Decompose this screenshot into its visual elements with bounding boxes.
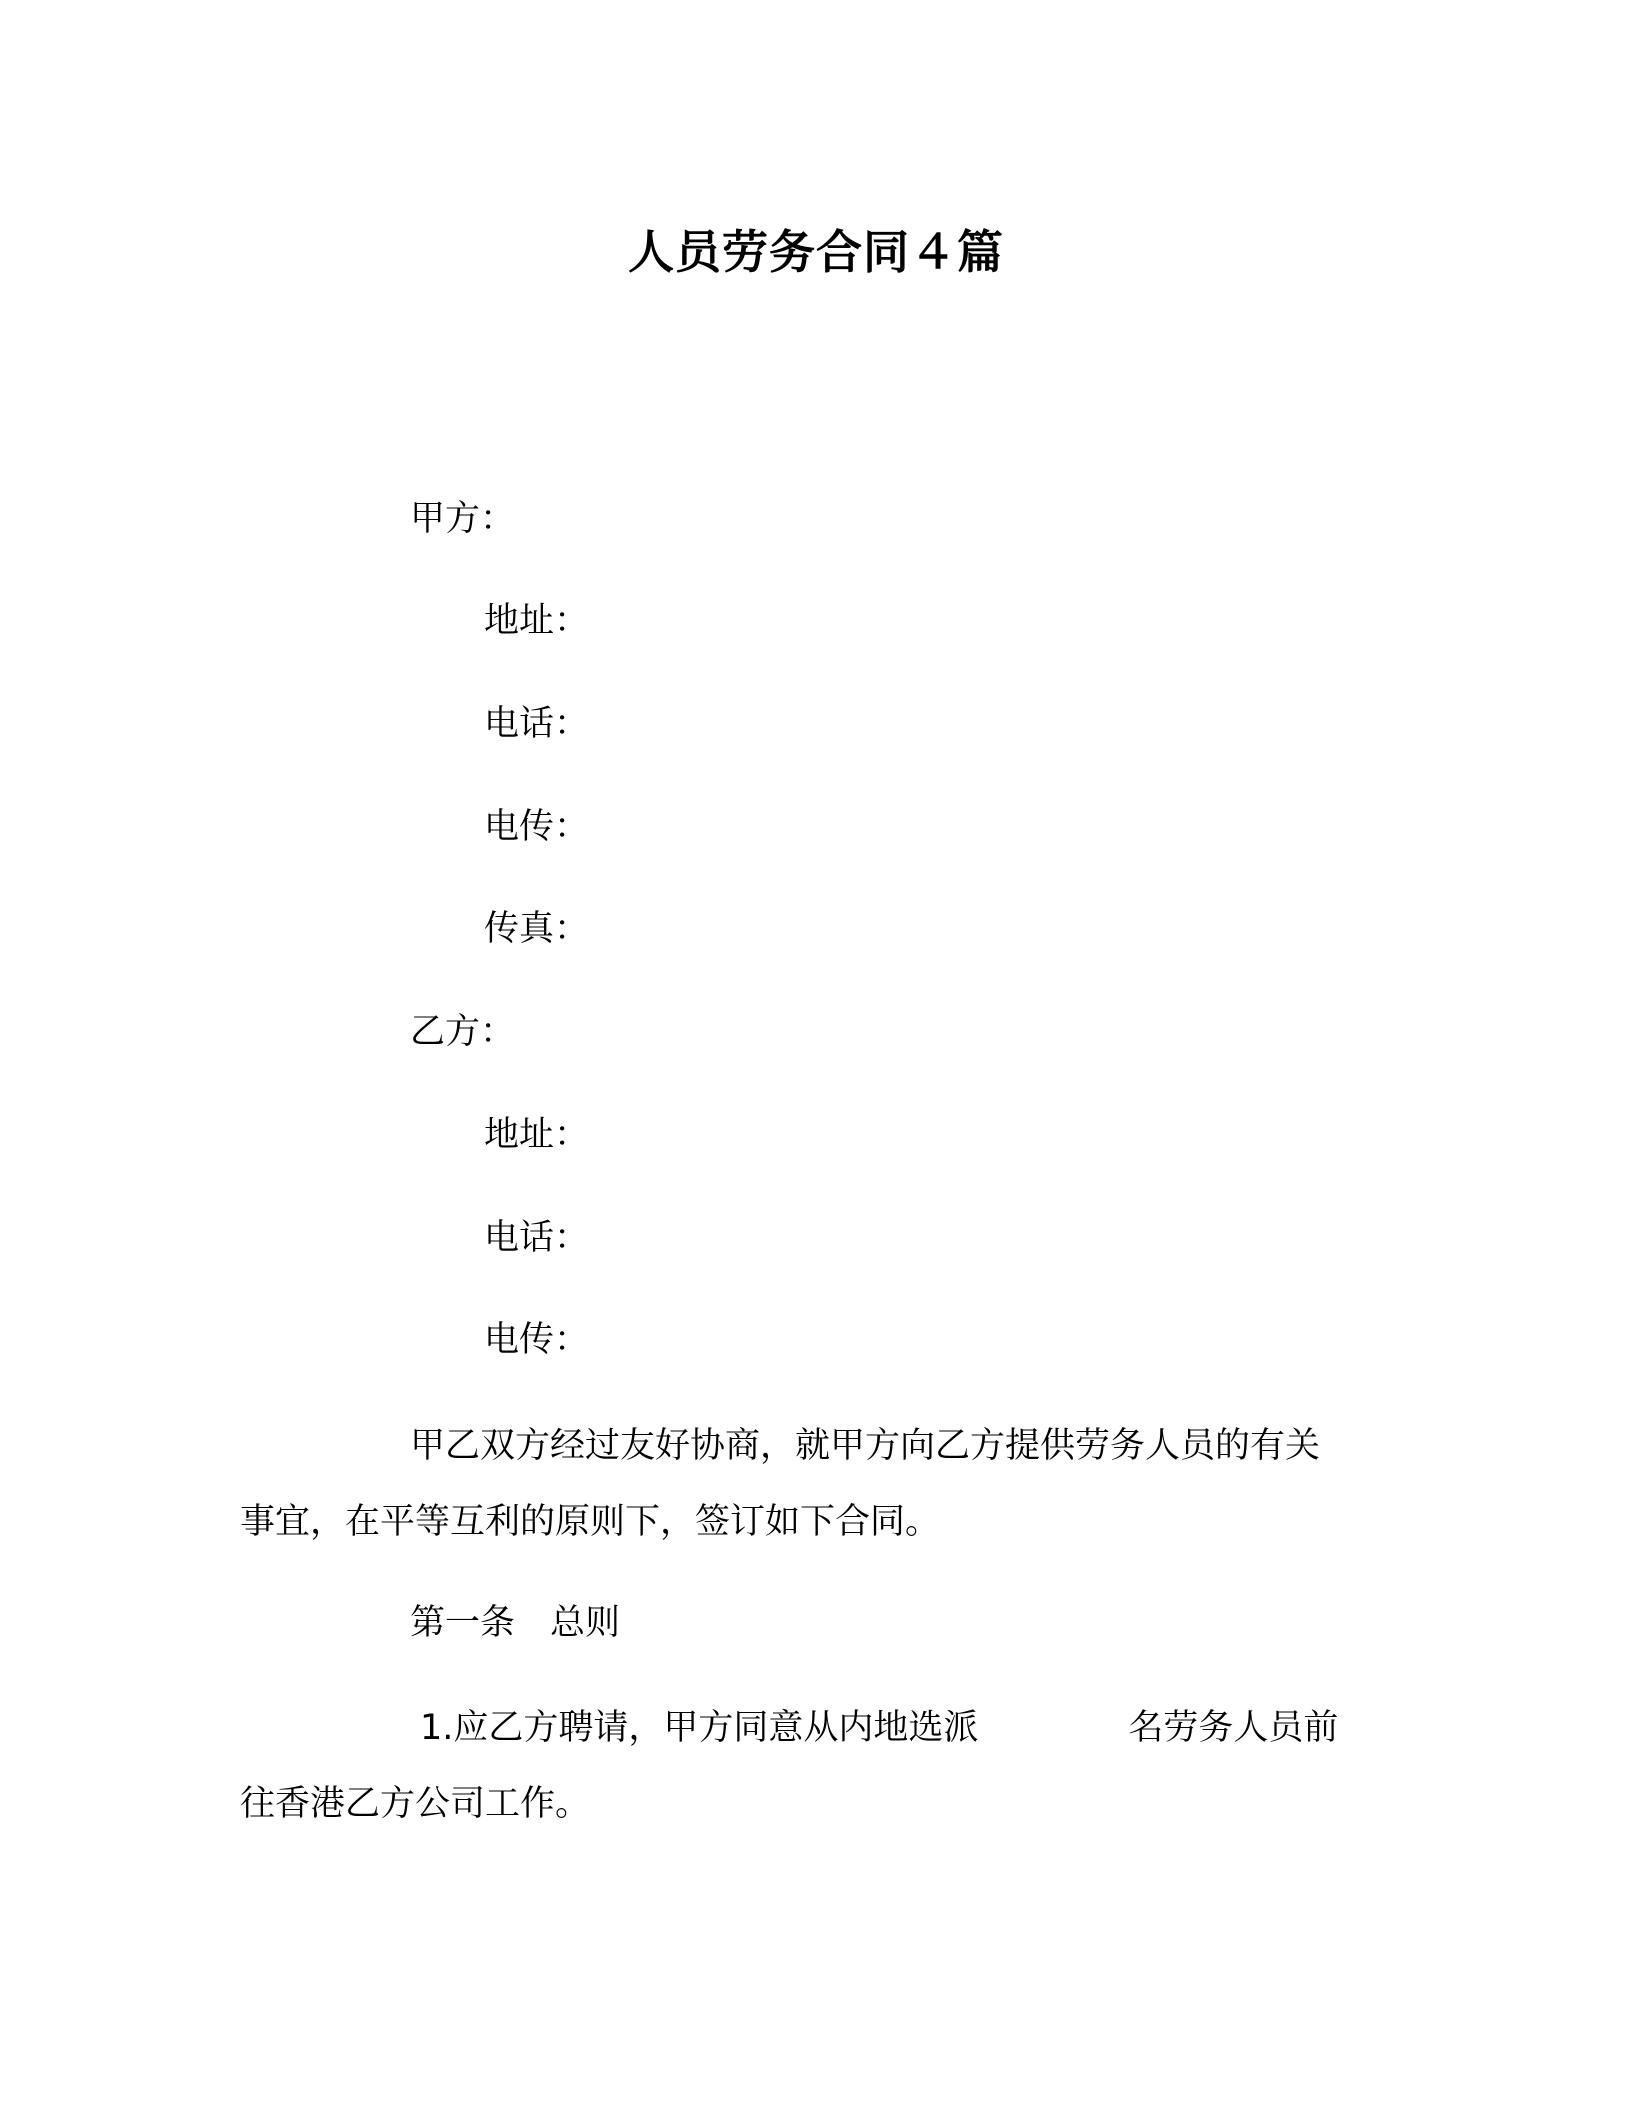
article-1-item-1 xyxy=(240,1690,1380,1842)
party-a-address-label: 地址： xyxy=(484,601,590,641)
party-a-telex-label: 电传： xyxy=(484,807,590,847)
intro-paragraph xyxy=(240,1408,1380,1560)
party-b-address-label: 地址： xyxy=(484,1115,590,1155)
article-1-item-1-text-a: 1.应乙方聘请，甲方同意从内地选派 xyxy=(420,1708,979,1748)
article-1-item-1-text-b: 名劳务人员前 xyxy=(1128,1708,1339,1748)
article-1-heading: 第一条 总则 xyxy=(410,1603,621,1643)
article-1-item-1-line-2: 往香港乙方公司工作。 xyxy=(240,1784,591,1824)
party-a-fax-label: 传真： xyxy=(484,909,590,949)
party-a-label: 甲方： xyxy=(410,499,516,539)
party-b-telex-label: 电传： xyxy=(484,1320,590,1360)
article-1-item-1-line-1 xyxy=(240,1690,1380,1766)
intro-line-2: 事宜，在平等互利的原则下，签订如下合同。 xyxy=(240,1502,941,1542)
party-a-phone-label: 电话： xyxy=(484,704,590,744)
party-b-label: 乙方： xyxy=(410,1012,516,1052)
document-title: 人员劳务合同４篇 xyxy=(628,225,1004,279)
intro-line-1: 甲乙双方经过友好协商，就甲方向乙方提供劳务人员的有关 xyxy=(410,1426,1321,1466)
party-b-phone-label: 电话： xyxy=(484,1218,590,1258)
